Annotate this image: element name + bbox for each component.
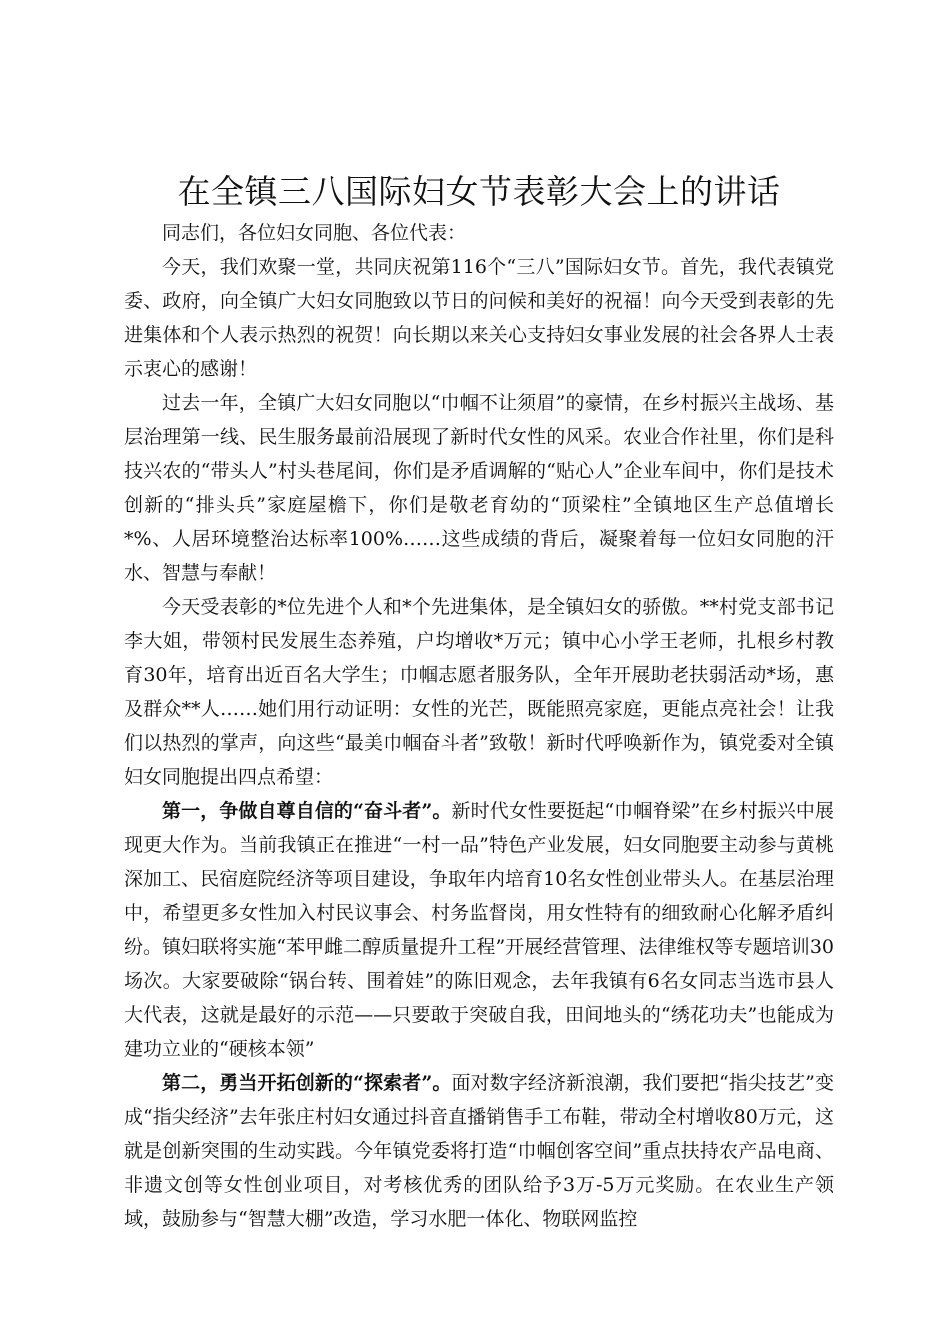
- paragraph-heading: 第二，勇当开拓创新的“探索者”。: [162, 1072, 452, 1094]
- paragraph-honorees: [124, 590, 834, 794]
- document-page: [124, 168, 834, 1236]
- paragraph-hope-one: [124, 794, 834, 1066]
- paragraph-opening: [124, 250, 834, 386]
- paragraph-hope-two: [124, 1066, 834, 1236]
- paragraph-text: 今天受表彰的*位先进个人和*个先进集体，是全镇妇女的骄傲。**村党支部书记李大姐，带领村民发展生态养殖，户均增收*万元；镇中心小学王老师，扎根乡村教育30年，培育出近百名大学生；巾帼志愿者服务队，全年开展助老扶弱活动*场，惠及群众**人……她们用行动证明：女性的光芒，既能照亮家庭，更能点亮社会！让我们以热烈的掌声，向这些“最美巾帼奋斗者”致敬！新时代呼唤新作为，镇党委对全镇妇女同胞提出四点希望：: [124, 596, 834, 788]
- paragraph-text: 今天，我们欢聚一堂，共同庆祝第116个“三八”国际妇女节。首先，我代表镇党委、政府，向全镇广大妇女同胞致以节日的问候和美好的祝福！向今天受到表彰的先进集体和个人表示热烈的祝贺！向长期以来关心支持妇女事业发展的社会各界人士表示衷心的感谢！: [124, 256, 834, 380]
- document-title: 在全镇三八国际妇女节表彰大会上的讲话: [177, 172, 781, 211]
- paragraph-heading: 第一，争做自尊自信的“奋斗者”。: [162, 800, 452, 822]
- salutation: 同志们，各位妇女同胞、各位代表：: [162, 222, 467, 244]
- paragraph-text: 过去一年，全镇广大妇女同胞以“巾帼不让须眉”的豪情，在乡村振兴主战场、基层治理第一线、民生服务最前沿展现了新时代女性的风采。农业合作社里，你们是科技兴农的“带头人”村头巷尾间，你们是矛盾调解的“贴心人”企业车间中，你们是技术创新的“排头兵”家庭屋檐下，你们是敬老育幼的“顶梁柱”全镇地区生产总值增长*%、人居环境整治达标率100%……这些成绩的背后，凝聚着每一位妇女同胞的汗水、智慧与奉献！: [124, 392, 834, 584]
- paragraph-text: 新时代女性要挺起“巾帼脊梁”在乡村振兴中展现更大作为。当前我镇正在推进“一村一品”特色产业发展，妇女同胞要主动参与黄桃深加工、民宿庭院经济等项目建设，争取年内培育10名女性创业带头人。在基层治理中，希望更多女性加入村民议事会、村务监督岗，用女性特有的细致耐心化解矛盾纠纷。镇妇联将实施“苯甲雌二醇质量提升工程”开展经营管理、法律维权等专题培训30场次。大家要破除“锅台转、围着娃”的陈旧观念，去年我镇有6名女同志当选市县人大代表，这就是最好的示范——只要敢于突破自我，田间地头的“绣花功夫”也能成为建功立业的“硬核本领”: [124, 800, 835, 1060]
- paragraph-text: 面对数字经济新浪潮，我们要把“指尖技艺”变成“指尖经济”去年张庄村妇女通过抖音直播销售手工布鞋，带动全村增收80万元，这就是创新突围的生动实践。今年镇党委将打造“巾帼创客空间”重点扶持农产品电商、非遗文创等女性创业项目，对考核优秀的团队给予3万-5万元奖励。在农业生产领域，鼓励参与“智慧大棚”改造，学习水肥一体化、物联网监控: [124, 1072, 835, 1230]
- paragraph-achievements: [124, 386, 834, 590]
